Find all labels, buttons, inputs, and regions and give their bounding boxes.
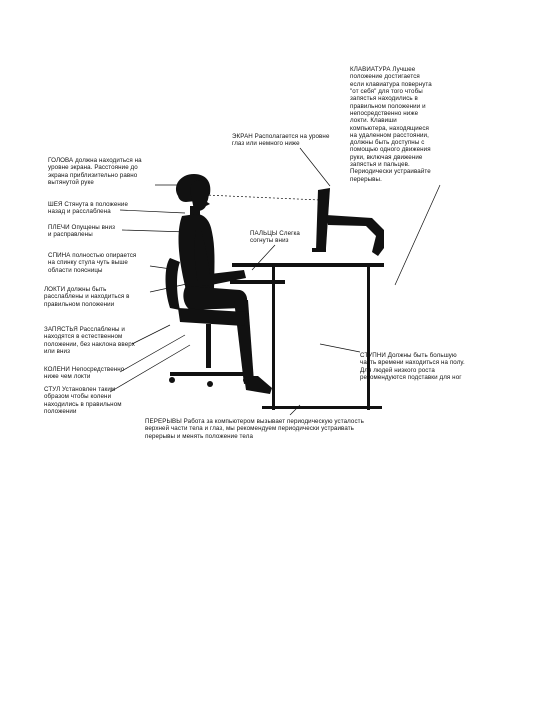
desk-top — [232, 263, 384, 267]
label-back: СПИНА полностью опирается на спинку стула чуть выше области поясницы — [48, 252, 137, 274]
leader-feet — [320, 344, 360, 352]
person-arm — [195, 228, 247, 286]
label-head: ГОЛОВА должна находиться на уровне экрана. Расстояние до экрана приблизительно равно вытянутой руке — [48, 157, 142, 186]
label-fingers: ПАЛЬЦЫ Слегка согнуты вниз — [250, 230, 300, 245]
caster-left — [169, 377, 175, 383]
chair-back — [166, 258, 181, 310]
label-keyboard: КЛАВИАТУРА Лучшее положение достигается если клавиатура повернута "от себя" для того чтобы запястья находились в правильном положении и непосредственно ниже локти. Клавиши компьютера, находящиеся на удаленном расстоянии, должны быть доступны с помощью одного движения руки, включая движение запястья и пальцев. Периодически устраивайте перерывы. — [350, 66, 432, 183]
desk-foot — [262, 406, 382, 409]
monitor-arm — [326, 215, 384, 256]
label-shoulders: ПЛЕЧИ Опущены вниз и расправлены — [48, 224, 116, 239]
caster-right — [243, 377, 249, 383]
chair-base — [170, 372, 248, 376]
label-neck: ШЕЯ Стянута в положение назад и расслаблена — [48, 201, 128, 216]
label-feet: СТУПНИ Должны быть большую часть времени находиться на полу. Для людей низкого роста рекомендуются подставки для ног — [360, 352, 465, 381]
label-wrists: ЗАПЯСТЬЯ Расслаблены и находятся в естественном положении, без наклона вверх или вниз — [44, 326, 135, 355]
desk-leg-right — [367, 267, 370, 410]
leader-keyboard — [395, 185, 440, 285]
eye-line — [205, 195, 320, 200]
keyboard-tray — [230, 280, 285, 284]
leader-shoulders — [122, 230, 188, 232]
label-knees: КОЛЕНИ Непосредственно ниже чем локти — [44, 366, 125, 381]
chair-post — [206, 324, 211, 368]
monitor — [312, 188, 384, 256]
label-screen: ЭКРАН Располагается на уровне глаз или немного ниже — [232, 133, 330, 148]
caster-front — [207, 381, 213, 387]
leader-screen — [300, 148, 330, 186]
label-breaks: ПЕРЕРЫВЫ Работа за компьютером вызывает периодическую усталость верхней части тела и глаз, мы рекомендуем периодически устраивать перерывы и менять положение тела — [145, 418, 364, 440]
desk-leg-left — [272, 267, 275, 410]
label-elbows: ЛОКТИ должны быть расслаблены и находиться в правильном положении — [44, 286, 130, 308]
label-chair: СТУЛ Установлен таким образом чтобы колени находились в правильном положении — [44, 386, 122, 415]
monitor-base — [312, 248, 326, 252]
